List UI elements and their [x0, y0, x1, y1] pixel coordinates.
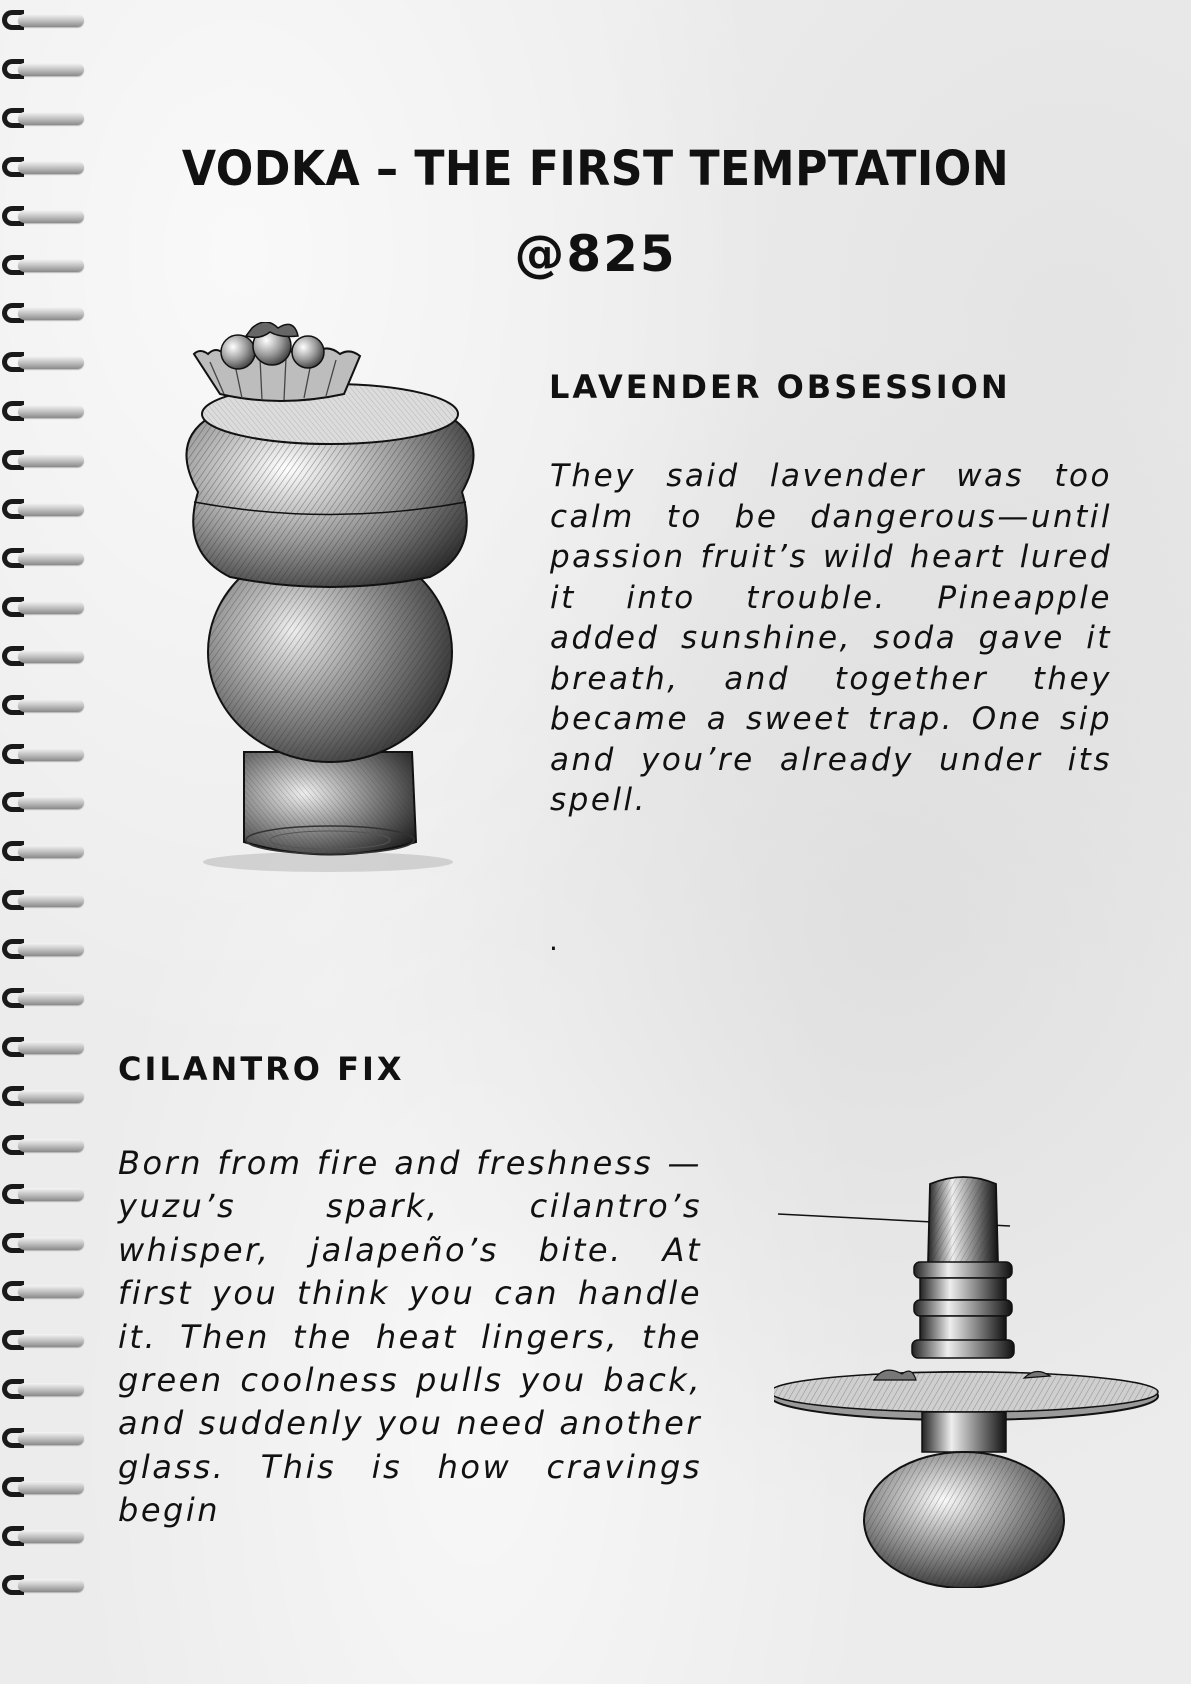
- spiral-ring-icon: [2, 1377, 88, 1403]
- spiral-ring-icon: [2, 1328, 88, 1354]
- spiral-ring-icon: [2, 350, 88, 376]
- spiral-ring-icon: [2, 1524, 88, 1550]
- page-handle: @825: [514, 225, 677, 283]
- spiral-ring-icon: [2, 1573, 88, 1599]
- spiral-ring-icon: [2, 1426, 88, 1452]
- spiral-ring-icon: [2, 301, 88, 327]
- spiral-ring-icon: [2, 839, 88, 865]
- spiral-ring-icon: [2, 8, 88, 34]
- separator-dot: .: [549, 924, 558, 957]
- spiral-ring-icon: [2, 888, 88, 914]
- spiral-ring-icon: [2, 399, 88, 425]
- spiral-ring-icon: [2, 497, 88, 523]
- page-title: VODKA – THE FIRST TEMPTATION: [181, 141, 1010, 197]
- spiral-ring-icon: [2, 106, 88, 132]
- flanged-bulb-glass-illustration: [774, 1174, 1170, 1588]
- cocktail-name-lavender-obsession: LAVENDER OBSESSION: [549, 368, 1011, 406]
- spiral-ring-icon: [2, 1279, 88, 1305]
- stacked-bulb-glass-illustration: [180, 322, 480, 878]
- cocktail-name-cilantro-fix: CILANTRO FIX: [118, 1050, 405, 1088]
- spiral-ring-icon: [2, 1182, 88, 1208]
- spiral-ring-icon: [2, 644, 88, 670]
- spiral-ring-icon: [2, 1084, 88, 1110]
- spiral-ring-icon: [2, 693, 88, 719]
- spiral-ring-icon: [2, 448, 88, 474]
- spiral-ring-icon: [2, 742, 88, 768]
- spiral-ring-icon: [2, 57, 88, 83]
- spiral-ring-icon: [2, 1035, 88, 1061]
- spiral-ring-icon: [2, 546, 88, 572]
- spiral-ring-icon: [2, 1133, 88, 1159]
- cocktail-description-cilantro-fix: Born from fire and freshness —yuzu’s spark, cilantro’s whisper, jalapeño’s bite. At first you think you can handle it. Then the heat lingers, the green coolness pulls you back, and suddenly you need another glass. This is how cravings begin: [118, 1144, 702, 1530]
- cocktail-description-lavender-obsession: They said lavender was too calm to be dangerous—until passion fruit’s wild heart lured it into trouble. Pineapple added sunshine, soda gave it breath, and together they became a sweet trap. One sip and you’re already under its spell.: [550, 458, 1112, 818]
- spiral-ring-icon: [2, 937, 88, 963]
- spiral-ring-icon: [2, 790, 88, 816]
- spiral-ring-icon: [2, 1475, 88, 1501]
- spiral-ring-icon: [2, 1231, 88, 1257]
- spiral-ring-icon: [2, 986, 88, 1012]
- spiral-ring-icon: [2, 595, 88, 621]
